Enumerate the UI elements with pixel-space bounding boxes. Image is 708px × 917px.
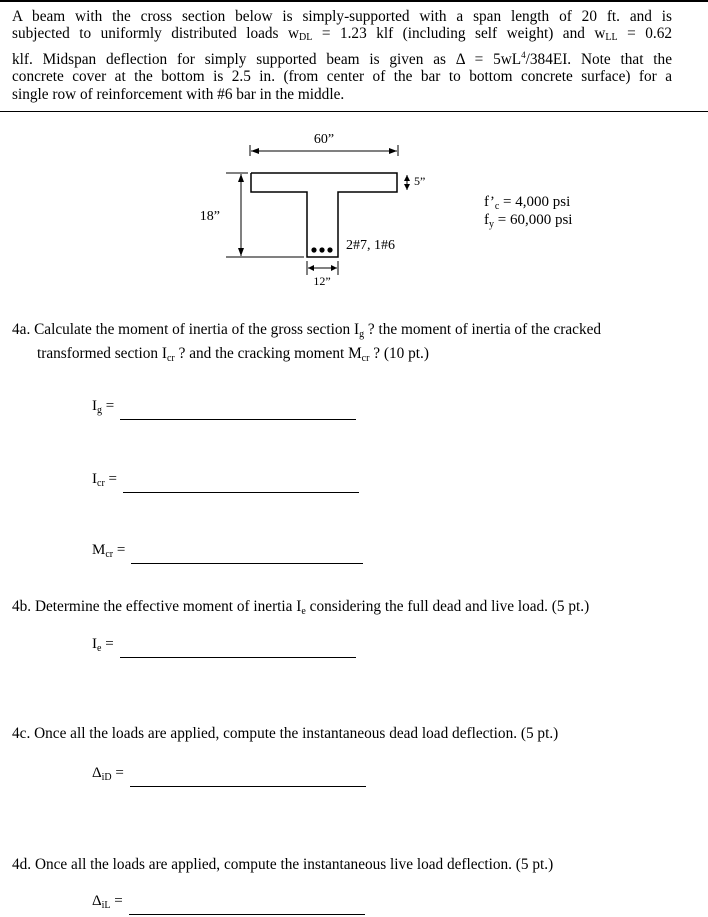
rebar-bar-3 (327, 247, 332, 252)
answer-delta-id-blank[interactable] (130, 772, 366, 787)
answer-mcr: $M_{cr}$ = (92, 541, 363, 564)
intro-line-5: single row of reinforcement with #6 bar in the middle. (12, 85, 345, 103)
answer-ig: $I_g$ = (92, 397, 356, 420)
answer-icr-blank[interactable] (123, 478, 359, 493)
web-dim-arrow-left (308, 265, 314, 271)
question-4a: 4a. Calculate the moment of inertia of the gross section Ig ? the moment of inertia of the cracked transformed section Icr ? and the cracking moment Mcr ? (10 pt.) (12, 321, 602, 364)
answer-mcr-blank[interactable] (131, 549, 363, 564)
question-4b: 4b. Determine the effective moment of inertia Ie considering the full dead and live load. (5 pt.) (12, 598, 590, 617)
web-width-label: 12” (313, 274, 331, 288)
question-4d: 4d. Once all the loads are applied, compute the instantaneous live load deflection. (5 pt.) (12, 856, 554, 873)
depth-dim-arrow-top (238, 174, 244, 182)
flange-dim-arrow-left (251, 148, 259, 154)
answer-ie-blank[interactable] (120, 643, 356, 658)
problem-statement (12, 8, 672, 103)
tbeam-cross-section-figure (0, 118, 708, 418)
flange-thickness-arrow-top (404, 175, 410, 181)
answer-ie: $I_e$ = (92, 635, 356, 658)
flange-thickness-label: 5” (414, 174, 426, 188)
top-border (0, 0, 708, 2)
answer-ig-blank[interactable] (120, 405, 356, 420)
flange-width-label: 60” (313, 132, 335, 147)
answer-delta-il: $\Delta_{iL}$ = (92, 892, 365, 915)
intro-line-2: subjected to uniformly distributed loads $w_{DL} = 1.23$ klf (including self weight) and $w_{LL} = 0.62$ (12, 25, 672, 44)
fc-property: $f’_c = 4,000$ psi (484, 194, 571, 212)
web-dim-arrow-right (331, 265, 337, 271)
question-4c: 4c. Once all the loads are applied, compute the instantaneous dead load deflection. (5 pt.) (12, 725, 559, 742)
rebar-bar-2 (319, 247, 324, 252)
intro-line-1: A beam with the cross section below is simply-supported with a span length of 20 ft. and is (12, 8, 672, 25)
intro-line-3: klf. Midspan deflection for simply supported beam is given as $\Delta = 5wL^4/384EI$. Note that the (12, 49, 673, 68)
depth-dim-arrow-bottom (238, 248, 244, 256)
flange-dim-arrow-right (389, 148, 397, 154)
rebar-label: 2#7, 1#6 (346, 238, 395, 253)
rebar-bar-1 (311, 247, 316, 252)
intro-line-4: concrete cover at the bottom is 2.5 in. (from center of the bar to bottom concrete surface) for a (12, 68, 672, 86)
answer-delta-il-blank[interactable] (129, 900, 365, 915)
depth-label: 18” (199, 209, 220, 224)
answer-icr: $I_{cr}$ = (92, 470, 359, 493)
answer-delta-id: $\Delta_{iD}$ = (92, 764, 366, 787)
flange-thickness-arrow-bottom (404, 184, 410, 190)
fy-property: $f_y = 60,000$ psi (484, 212, 573, 230)
section-divider (0, 111, 708, 112)
